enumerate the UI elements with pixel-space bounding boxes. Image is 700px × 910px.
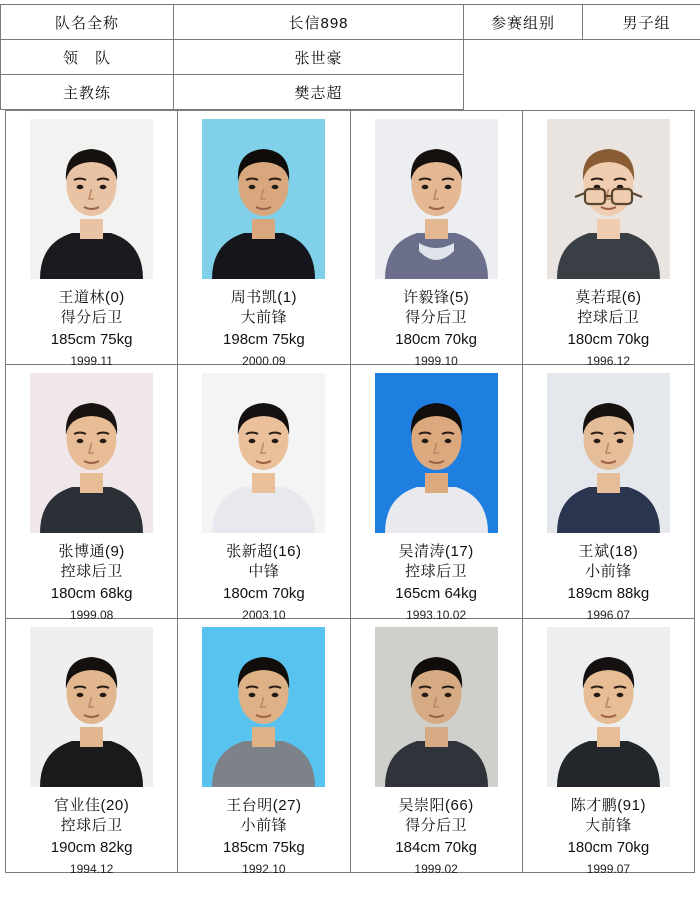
player-position: 控球后卫 [577, 308, 639, 328]
player-card [178, 365, 350, 619]
player-birthdate: 1994.12 [70, 860, 113, 878]
player-name: 周书凯(1) [231, 288, 297, 308]
player-position: 控球后卫 [61, 816, 123, 836]
player-photo [547, 373, 670, 533]
player-name: 官业佳(20) [54, 796, 129, 816]
player-name: 王台明(27) [226, 796, 301, 816]
player-name: 吴清涛(17) [399, 542, 474, 562]
player-measurements: 165cm 64kg [395, 583, 477, 605]
coach-value: 樊志超 [174, 75, 464, 110]
player-photo [30, 119, 153, 279]
player-birthdate: 2003.10 [242, 606, 285, 624]
player-measurements: 180cm 70kg [223, 583, 305, 605]
player-measurements: 185cm 75kg [51, 329, 133, 351]
player-roster-grid [5, 110, 695, 873]
group-value: 男子组 [583, 5, 700, 40]
player-card [6, 365, 178, 619]
player-birthdate: 1996.07 [587, 606, 630, 624]
player-position: 得分后卫 [405, 816, 467, 836]
player-card [523, 111, 695, 365]
player-measurements: 180cm 68kg [51, 583, 133, 605]
player-card [178, 619, 350, 873]
player-position: 小前锋 [585, 562, 632, 582]
player-birthdate: 1993.10.02 [406, 606, 466, 624]
player-position: 得分后卫 [61, 308, 123, 328]
table-row [1, 5, 700, 40]
player-card [6, 619, 178, 873]
player-birthdate: 1999.08 [70, 606, 113, 624]
player-position: 大前锋 [241, 308, 288, 328]
player-measurements: 185cm 75kg [223, 837, 305, 859]
player-birthdate: 1996.12 [587, 352, 630, 370]
player-position: 控球后卫 [405, 562, 467, 582]
player-measurements: 184cm 70kg [395, 837, 477, 859]
player-photo [375, 627, 498, 787]
player-photo [375, 373, 498, 533]
player-position: 中锋 [248, 562, 279, 582]
table-row [1, 40, 700, 75]
player-photo [202, 627, 325, 787]
player-measurements: 180cm 70kg [395, 329, 477, 351]
player-birthdate: 1999.10 [414, 352, 457, 370]
player-card [6, 111, 178, 365]
player-birthdate: 2000.09 [242, 352, 285, 370]
player-card [523, 365, 695, 619]
player-name: 吴崇阳(66) [399, 796, 474, 816]
team-name-value: 长信898 [174, 5, 464, 40]
player-name: 王斌(18) [579, 542, 639, 562]
blank-cell-2 [464, 75, 700, 110]
player-name: 王道林(0) [58, 288, 124, 308]
player-measurements: 180cm 70kg [568, 837, 650, 859]
player-measurements: 198cm 75kg [223, 329, 305, 351]
team-info-table [0, 4, 700, 110]
player-name: 张新超(16) [226, 542, 301, 562]
player-photo [30, 627, 153, 787]
player-birthdate: 1999.11 [70, 352, 113, 370]
player-photo [375, 119, 498, 279]
blank-cell-1 [464, 40, 700, 75]
player-card [351, 365, 523, 619]
player-name: 莫若琨(6) [575, 288, 641, 308]
player-measurements: 180cm 70kg [568, 329, 650, 351]
table-row [1, 75, 700, 110]
player-card [523, 619, 695, 873]
player-photo [547, 627, 670, 787]
team-name-label: 队名全称 [1, 5, 174, 40]
player-photo [202, 119, 325, 279]
group-label: 参赛组别 [464, 5, 583, 40]
player-position: 小前锋 [241, 816, 288, 836]
player-name: 许毅锋(5) [403, 288, 469, 308]
player-name: 陈才鹏(91) [571, 796, 646, 816]
coach-label: 主教练 [1, 75, 174, 110]
leader-value: 张世豪 [174, 40, 464, 75]
player-photo [30, 373, 153, 533]
player-position: 得分后卫 [405, 308, 467, 328]
player-card [351, 619, 523, 873]
player-birthdate: 1992.10 [242, 860, 285, 878]
player-position: 控球后卫 [61, 562, 123, 582]
player-photo [547, 119, 670, 279]
player-measurements: 189cm 88kg [568, 583, 650, 605]
leader-label: 领 队 [1, 40, 174, 75]
player-photo [202, 373, 325, 533]
player-birthdate: 1999.07 [587, 860, 630, 878]
player-name: 张博通(9) [58, 542, 124, 562]
player-card [178, 111, 350, 365]
roster-sheet [0, 4, 700, 910]
player-birthdate: 1999.02 [414, 860, 457, 878]
player-measurements: 190cm 82kg [51, 837, 133, 859]
player-position: 大前锋 [585, 816, 632, 836]
player-card [351, 111, 523, 365]
